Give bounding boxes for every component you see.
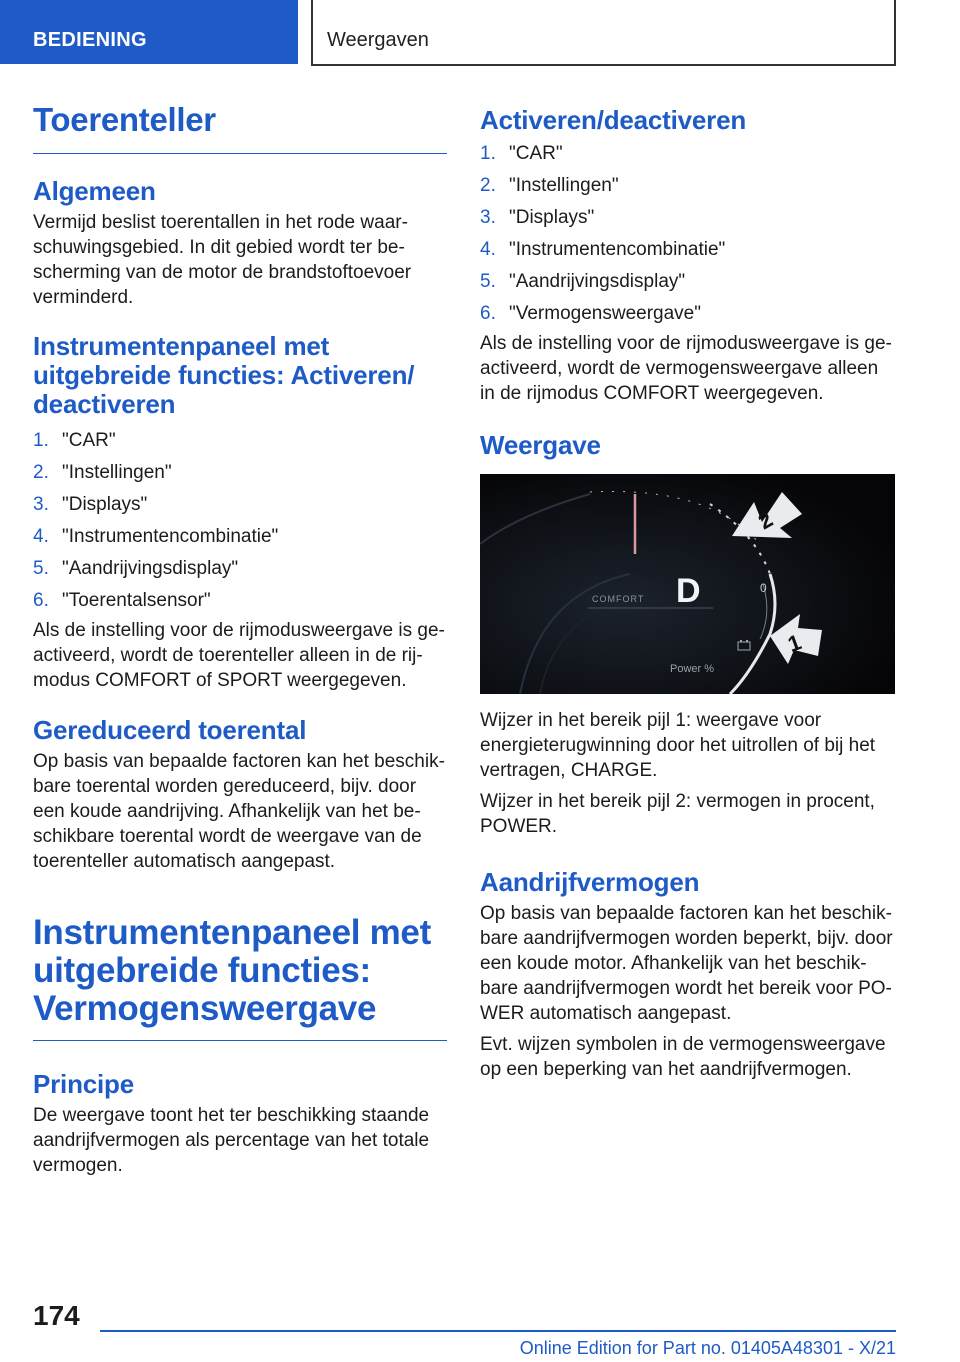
heading-weergave: Weergave	[480, 430, 601, 460]
text-symbolen: Evt. wijzen symbolen in de vermogensweergave op een beperking van het aandrijfvermogen.	[480, 1034, 886, 1080]
power-label: Power %	[670, 663, 715, 675]
footer-divider	[100, 1330, 896, 1332]
list-item: 1. "CAR"	[33, 430, 116, 451]
list-item: 3. "Displays"	[480, 207, 595, 228]
text-pijl-2: Wijzer in het bereik pijl 2: vermogen in procent, POWER.	[480, 791, 875, 837]
mode-label: COMFORT	[592, 594, 645, 604]
zero-mark: 0	[760, 581, 767, 595]
gear-indicator: D	[676, 572, 701, 610]
heading-principe: Principe	[33, 1069, 134, 1099]
list-item: 5. "Aandrijvingsdisplay"	[33, 558, 239, 579]
steps-vermogensweergave	[480, 138, 896, 330]
heading-algemeen: Algemeen	[33, 176, 156, 206]
list-item: 6. "Toerentalsensor"	[33, 590, 211, 611]
section-label: BEDIENING	[33, 29, 147, 51]
list-item: 4. "Instrumentencombinatie"	[480, 239, 726, 260]
text-aandrijfvermogen: Op basis van bepaalde factoren kan het beschikbare aandrijfvermogen worden beperkt, bijv. door een koude motor. Afhankelijk van het beschikbare aandrijfvermogen wordt het bereik voor POWER automatisch aangepast.	[480, 903, 893, 1024]
chapter-box	[311, 0, 896, 66]
heading-aandrijfvermogen: Aandrijfvermogen	[480, 867, 700, 897]
list-item: 4. "Instrumentencombinatie"	[33, 526, 279, 547]
list-item: 1. "CAR"	[480, 143, 563, 164]
text-algemeen: Vermijd beslist toerentallen in het rode waarschuwingsgebied. In dit gebied wordt ter bescherming van de motor de brandstoftoevoer verminderd.	[33, 212, 412, 308]
text-gereduceerd: Op basis van bepaalde factoren kan het beschikbare toerental worden gereduceerd, bijv. door een koude aandrijving. Afhankelijk van het beschikbare toerental wordt de weergave van de toerenteller automatisch aangepast.	[33, 751, 445, 872]
page-number: 174	[33, 1300, 80, 1331]
svg-text:2: 2	[753, 506, 777, 535]
svg-text:1: 1	[784, 629, 805, 657]
list-item: 5. "Aandrijvingsdisplay"	[480, 271, 686, 292]
steps-toerenteller	[33, 425, 447, 617]
section-title-vermogensweergave: Instrumentenpaneel met uitgebreide functies: Vermogensweergave	[33, 914, 447, 1041]
list-item: 6. "Vermogensweergave"	[480, 303, 701, 324]
section-tab	[0, 0, 298, 64]
heading-activeren: Activeren/deactiveren	[480, 105, 747, 135]
text-pijl-1: Wijzer in het bereik pijl 1: weergave voor energieterugwinning door het uitrollen of bij het vertragen, CHARGE.	[480, 710, 876, 781]
footer-edition: Online Edition for Part no. 01405A48301 - X/21	[519, 1338, 896, 1358]
list-item: 2. "Instellingen"	[33, 462, 172, 483]
heading-gereduceerd: Gereduceerd toerental	[33, 715, 307, 745]
power-display-figure	[480, 474, 895, 694]
text-activeren-note: Als de instelling voor de rijmodusweergave is geactiveerd, wordt de vermogensweergave alleen in de rijmodus COMFORT weergegeven.	[480, 333, 892, 404]
list-item: 3. "Displays"	[33, 494, 148, 515]
list-item: 2. "Instellingen"	[480, 175, 619, 196]
text-principe: De weergave toont het ter beschikking staande aandrijfvermogen als percentage van het totale vermogen.	[33, 1105, 430, 1176]
chapter-label: Weergaven	[327, 29, 429, 51]
power-display-illustration	[480, 474, 895, 694]
text-rijmodus-note: Als de instelling voor de rijmodusweergave is geactiveerd, wordt de toerenteller alleen in de rijmodus COMFORT of SPORT weergegeven.	[33, 620, 445, 691]
right-column	[480, 100, 896, 1082]
page-title: Toerenteller	[33, 100, 447, 154]
heading-instrumentenpaneel: Instrumentenpaneel met uitgebreide functies: Activeren/ deactiveren	[33, 331, 415, 419]
left-column	[33, 100, 447, 1178]
